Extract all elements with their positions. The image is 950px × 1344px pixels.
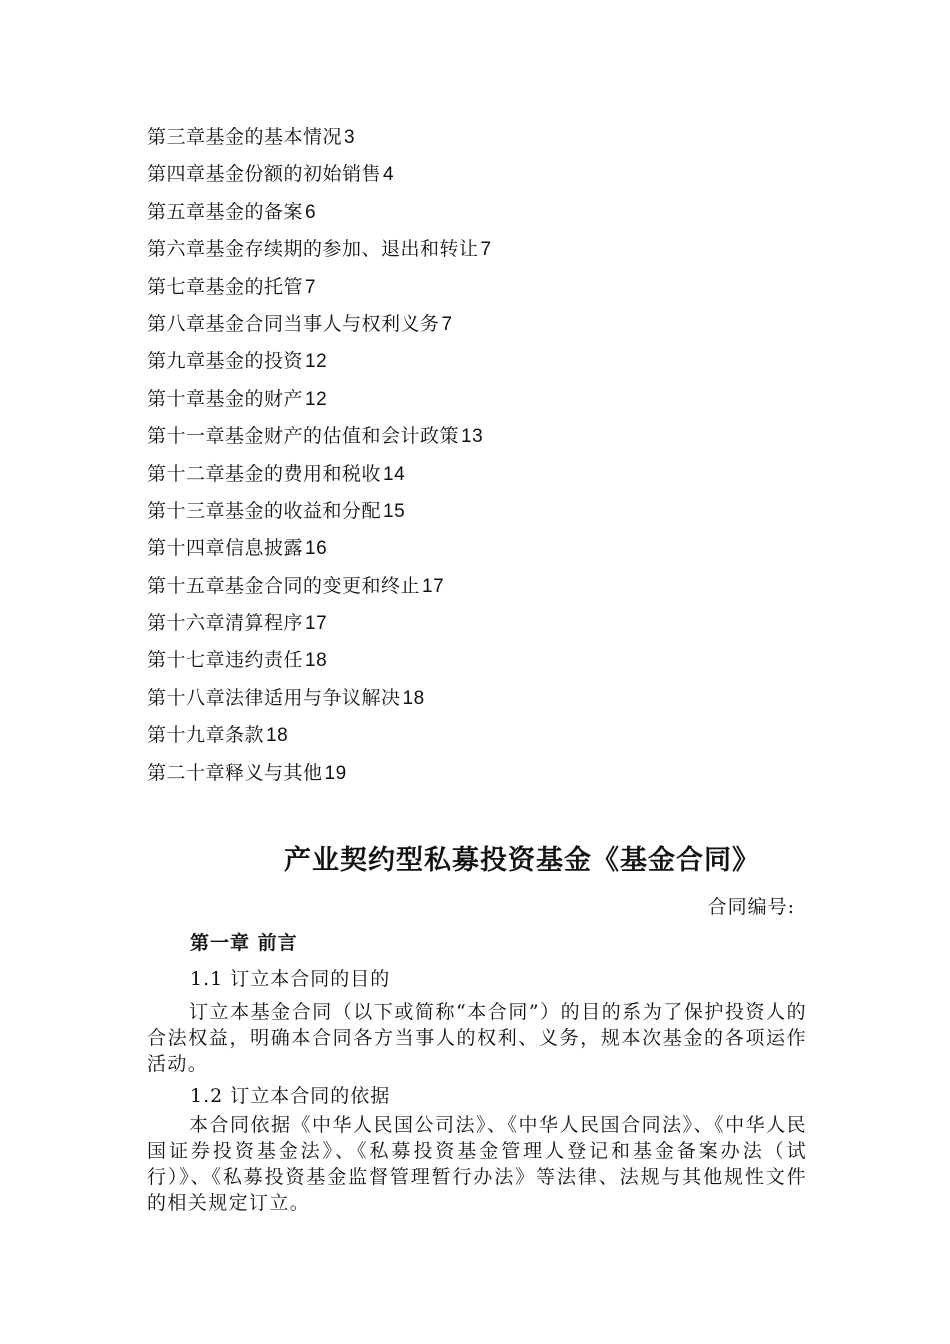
toc-entry-page: 19 bbox=[324, 762, 347, 784]
toc-entry-page: 17 bbox=[305, 613, 328, 635]
section-heading-1-1: 1.1 订立本合同的目的 bbox=[190, 968, 391, 990]
toc-entry-page: 13 bbox=[461, 426, 484, 448]
toc-entry bbox=[147, 343, 807, 380]
toc-entry-page: 3 bbox=[344, 127, 356, 148]
toc-entry-label: 第五章基金的备案 bbox=[147, 200, 304, 223]
toc-entry-page: 12 bbox=[305, 351, 328, 373]
toc-entry-page: 18 bbox=[266, 725, 289, 747]
toc-entry bbox=[147, 717, 807, 754]
toc-entry bbox=[147, 119, 807, 156]
toc-entry bbox=[147, 381, 807, 418]
contract-number-label: 合同编号: bbox=[707, 896, 795, 918]
toc-entry bbox=[147, 755, 807, 792]
toc-entry-label: 第十二章基金的费用和税收 bbox=[147, 462, 382, 485]
toc-entry-label: 第十章基金的财产 bbox=[147, 387, 304, 410]
toc-entry-page: 14 bbox=[383, 463, 406, 485]
toc-entry-label: 第十九章条款 bbox=[147, 724, 265, 747]
toc-entry bbox=[147, 194, 807, 231]
toc-entry-page: 4 bbox=[383, 164, 395, 186]
toc-entry-page: 16 bbox=[305, 538, 328, 560]
toc-entry bbox=[147, 530, 807, 567]
toc-entry bbox=[147, 568, 807, 605]
section-1-1-paragraph: 订立本基金合同（以下或简称“本合同”）的目的系为了保护投资人的合法权益，明确本合同各方当事人的权利、义务，规本次基金的各项运作活动。 bbox=[147, 1001, 807, 1075]
toc-entry-page: 7 bbox=[441, 313, 453, 335]
toc-entry bbox=[147, 493, 807, 530]
table-of-contents bbox=[147, 119, 807, 792]
toc-entry-page: 18 bbox=[305, 650, 328, 672]
toc-entry-page: 7 bbox=[480, 239, 492, 261]
toc-entry-label: 第十六章清算程序 bbox=[147, 612, 304, 635]
toc-entry-label: 第七章基金的托管 bbox=[147, 275, 304, 298]
toc-entry-page: 12 bbox=[305, 388, 328, 410]
toc-entry bbox=[147, 642, 807, 679]
toc-entry-page: 6 bbox=[305, 201, 317, 223]
toc-entry-label: 第九章基金的投资 bbox=[147, 350, 304, 373]
toc-entry-label: 第十三章基金的收益和分配 bbox=[147, 499, 382, 522]
toc-entry-label: 第四章基金份额的初始销售 bbox=[147, 163, 382, 186]
section-1-2-paragraph: 本合同依据《中华人民国公司法》、《中华人民国合同法》、《中华人民国证券投资基金法》、《私募投资基金管理人登记和基金备案办法（试行）》、《私募投资基金监督管理暂行办法》等法律、法规与其他规性文件的相关规定订立。 bbox=[147, 1114, 807, 1214]
toc-entry bbox=[147, 605, 807, 642]
toc-entry-page: 15 bbox=[383, 500, 406, 522]
toc-entry-label: 第十七章违约责任 bbox=[147, 649, 304, 672]
toc-entry bbox=[147, 156, 807, 193]
toc-entry-label: 第三章基金的基本情况 bbox=[147, 126, 343, 148]
section-heading-1-2: 1.2 订立本合同的依据 bbox=[190, 1085, 391, 1107]
toc-entry bbox=[147, 456, 807, 493]
toc-entry-page: 17 bbox=[422, 575, 445, 597]
toc-entry bbox=[147, 418, 807, 455]
toc-entry-label: 第十四章信息披露 bbox=[147, 537, 304, 560]
toc-entry-page: 18 bbox=[402, 687, 425, 709]
chapter-heading: 第一章 前言 bbox=[190, 932, 298, 954]
toc-entry-label: 第八章基金合同当事人与权利义务 bbox=[147, 312, 440, 335]
toc-entry-label: 第六章基金存续期的参加、退出和转让 bbox=[147, 238, 479, 261]
toc-entry bbox=[147, 680, 807, 717]
toc-entry-label: 第二十章释义与其他 bbox=[147, 761, 323, 784]
toc-entry bbox=[147, 269, 807, 306]
toc-entry-label: 第十一章基金财产的估值和会计政策 bbox=[147, 425, 460, 448]
toc-entry bbox=[147, 306, 807, 343]
toc-entry-page: 7 bbox=[305, 276, 317, 298]
toc-entry-label: 第十五章基金合同的变更和终止 bbox=[147, 574, 421, 597]
toc-entry-label: 第十八章法律适用与争议解决 bbox=[147, 686, 401, 709]
document-title: 产业契约型私募投资基金《基金合同》 bbox=[284, 845, 760, 876]
toc-entry bbox=[147, 231, 807, 268]
